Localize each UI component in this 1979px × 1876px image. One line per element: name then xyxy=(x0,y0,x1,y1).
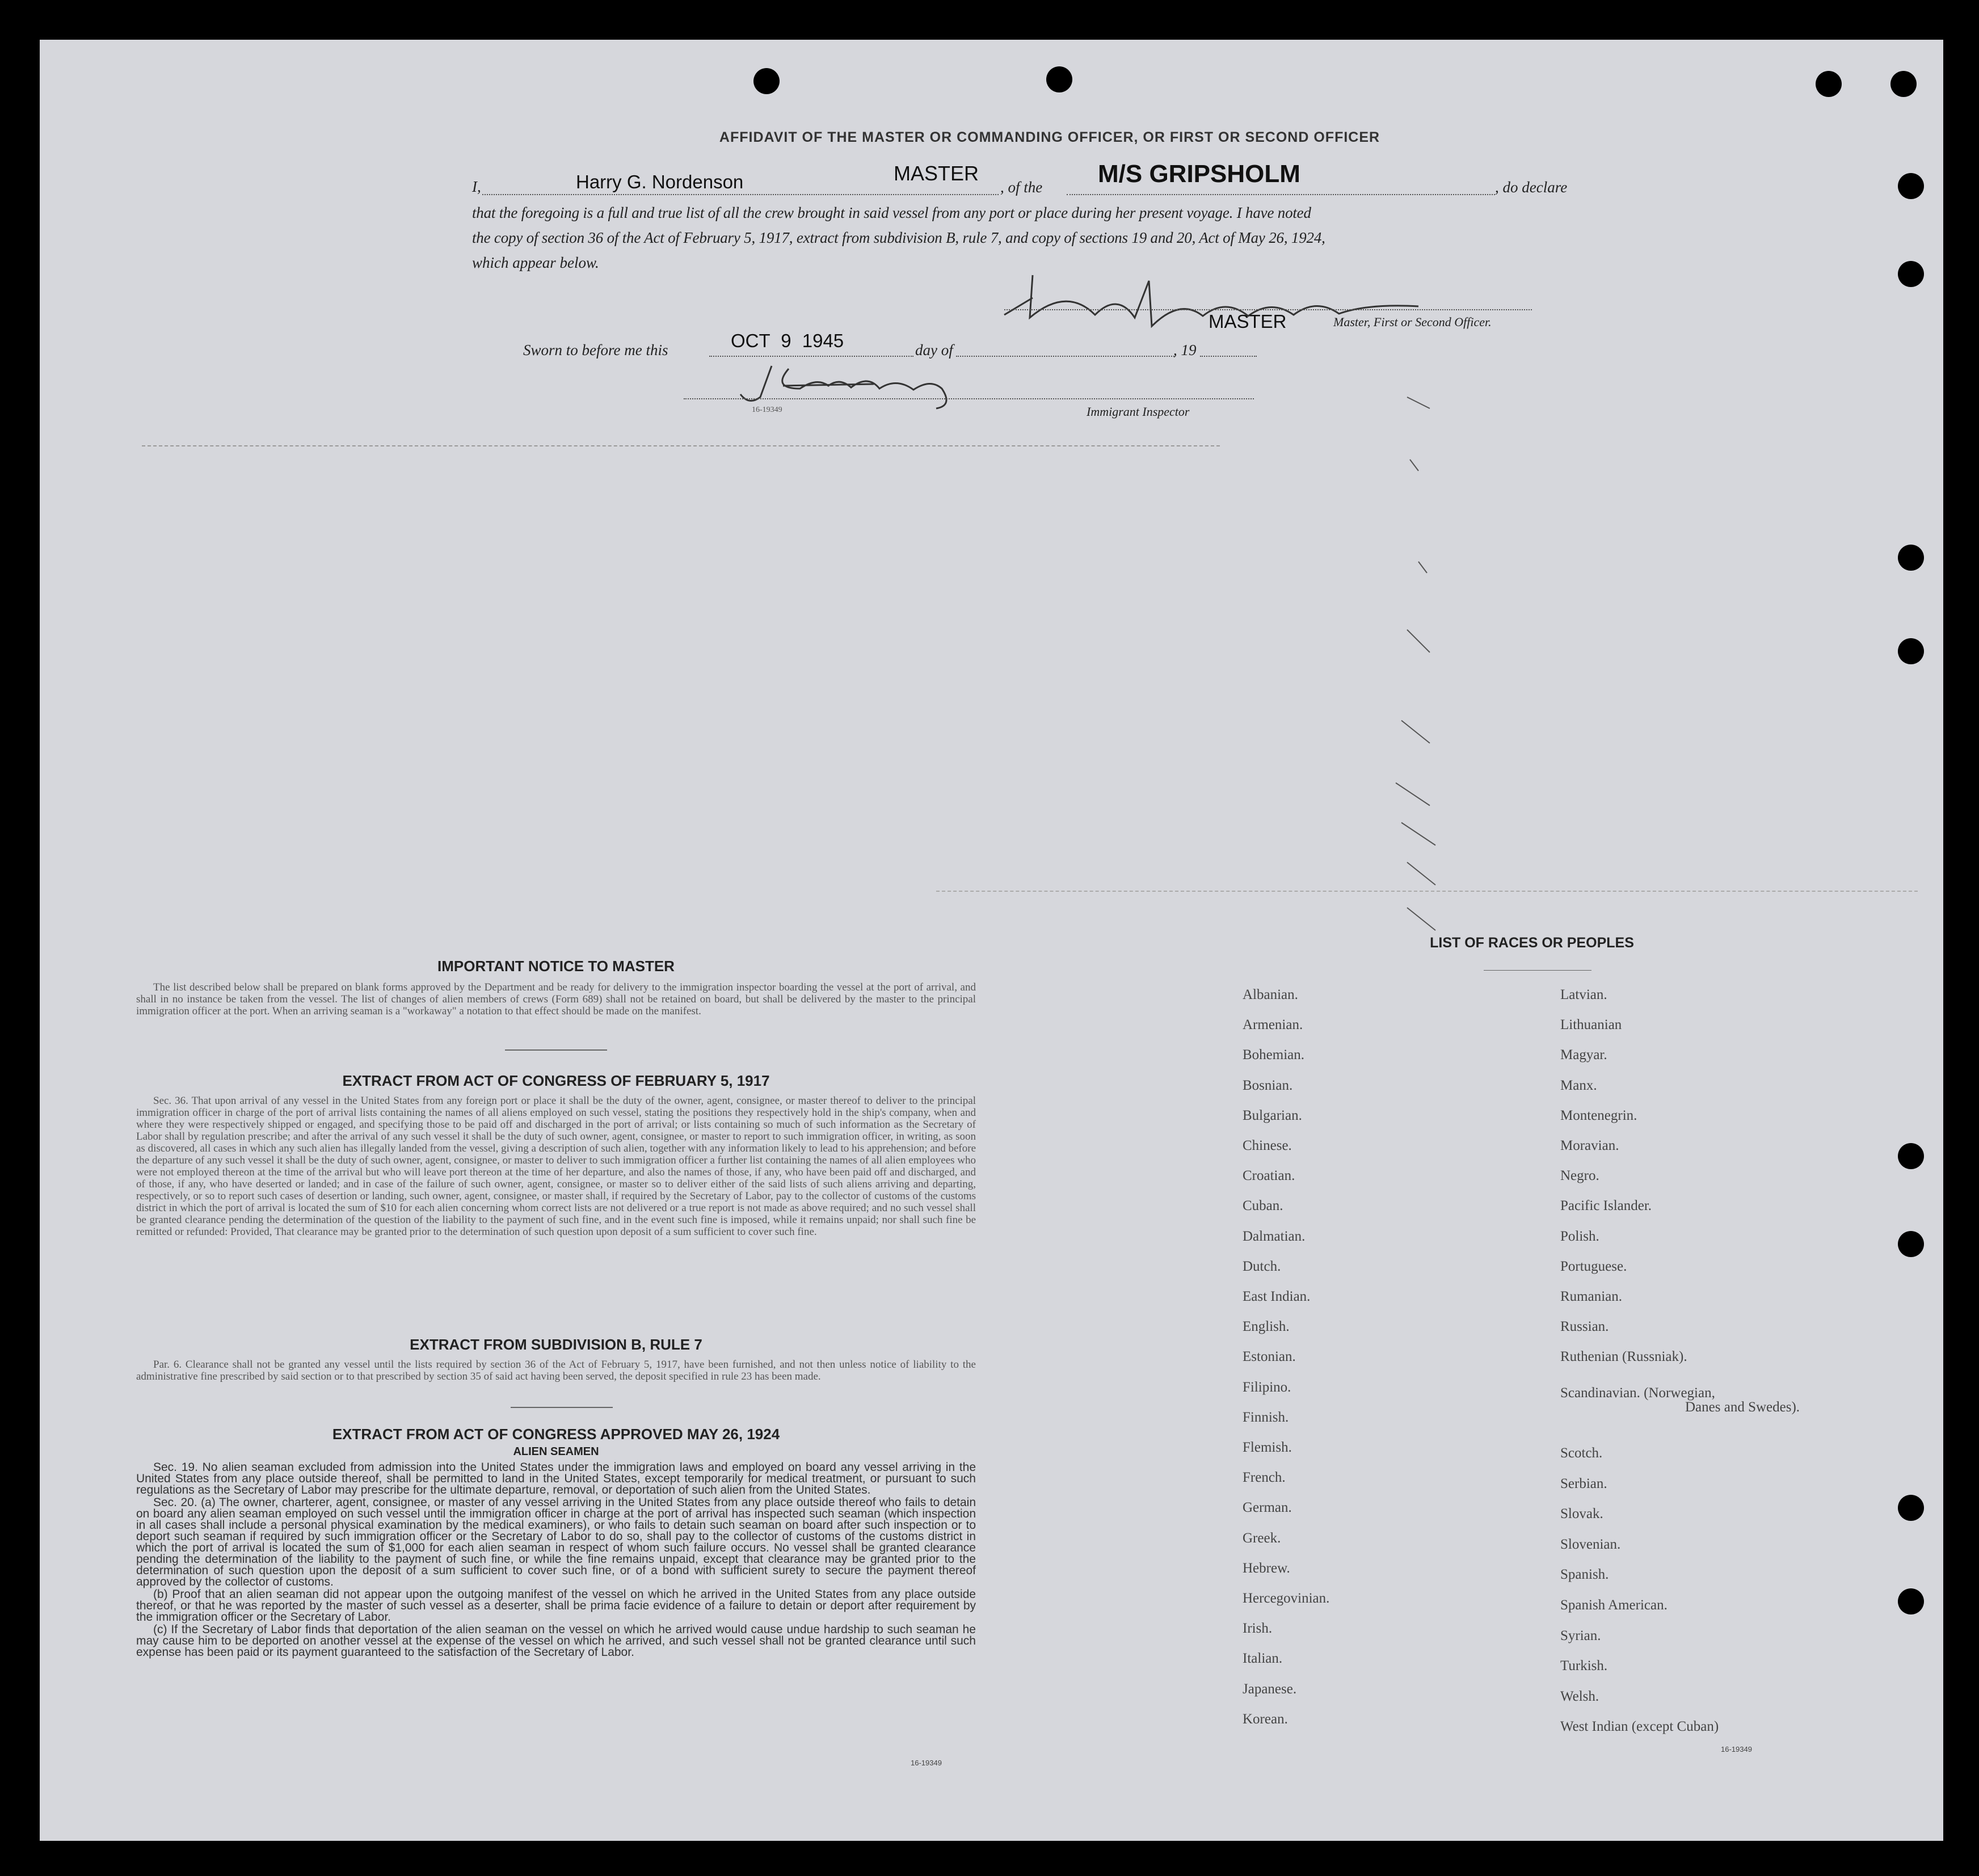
year-label: , 19 xyxy=(1173,342,1197,359)
officer-rank: MASTER xyxy=(894,162,979,185)
race-item: East Indian. xyxy=(1243,1289,1311,1304)
punch-hole xyxy=(1898,1588,1924,1614)
signer-caption: Master, First or Second Officer. xyxy=(1333,315,1492,329)
race-item: Polish. xyxy=(1560,1228,1599,1244)
race-item: Cuban. xyxy=(1243,1198,1283,1214)
punch-hole xyxy=(1898,1231,1924,1257)
race-item: Flemish. xyxy=(1243,1440,1292,1455)
race-item: Finnish. xyxy=(1243,1409,1289,1425)
race-item: Dalmatian. xyxy=(1243,1228,1306,1244)
race-item: Japanese. xyxy=(1243,1681,1297,1697)
race-item: Serbian. xyxy=(1560,1475,1607,1491)
statement-line-2: the copy of section 36 of the Act of February 5, 1917, extract from subdivision B, rule 7, and copy of sections 19 and 20, Act of May 26, 1924, xyxy=(472,229,1325,246)
of-the-label: , of the xyxy=(1000,179,1043,196)
race-item: Korean. xyxy=(1243,1711,1288,1727)
races-title: LIST OF RACES OR PEOPLES xyxy=(1430,935,1634,951)
race-item: Rumanian. xyxy=(1560,1289,1623,1304)
race-item: Manx. xyxy=(1560,1077,1597,1093)
vessel-line xyxy=(1067,194,1495,195)
officer-name: Harry G. Nordenson xyxy=(576,171,744,192)
race-right-continuation: Danes and Swedes). xyxy=(1685,1399,1800,1415)
race-item: Filipino. xyxy=(1243,1379,1291,1395)
punch-hole xyxy=(1898,261,1924,287)
race-item: Ruthenian (Russniak). xyxy=(1560,1349,1687,1365)
race-item: Moravian. xyxy=(1560,1138,1619,1153)
race-item: Montenegrin. xyxy=(1560,1107,1637,1123)
do-declare-label: , do declare xyxy=(1495,179,1568,196)
inspector-caption: Immigrant Inspector xyxy=(1087,404,1190,419)
manifest-page xyxy=(40,40,1943,1841)
race-item: Irish. xyxy=(1243,1621,1273,1637)
punch-hole xyxy=(753,68,780,94)
rule7-rule xyxy=(511,1407,613,1408)
race-item: Scandinavian. (Norwegian, xyxy=(1560,1385,1715,1401)
race-item: Spanish. xyxy=(1560,1567,1609,1583)
race-item: Slovak. xyxy=(1560,1506,1603,1522)
race-item: Turkish. xyxy=(1560,1658,1608,1674)
race-item: French. xyxy=(1243,1470,1286,1486)
extract-1917-text xyxy=(136,1095,976,1240)
punch-hole xyxy=(1816,71,1842,97)
i-label: I, xyxy=(472,178,481,195)
form-number-top: 16-19349 xyxy=(752,406,782,414)
race-item: Syrian. xyxy=(1560,1628,1601,1643)
race-item: West Indian (except Cuban) xyxy=(1560,1719,1719,1735)
notice-rule xyxy=(505,1049,607,1051)
sec20c-paragraph: (c) If the Secretary of Labor finds that deportation of the alien seaman on the vessel on which he arrived would cause undue hardship to such seaman he may cause him to be deported on another vessel at the expense of the vessel on which he arrived, and such vessel shall not be granted clearance until such expense has been paid or its payment guaranteed to the satisfaction of the Secretary of Labor. xyxy=(136,1623,976,1659)
race-item: Spanish American. xyxy=(1560,1597,1668,1613)
race-item: Latvian. xyxy=(1560,987,1607,1002)
alien-seamen-subtitle: ALIEN SEAMEN xyxy=(513,1445,599,1458)
race-item: Bohemian. xyxy=(1243,1047,1305,1063)
notice-text xyxy=(136,981,976,1019)
extract-1917-title: EXTRACT FROM ACT OF CONGRESS OF FEBRUARY 5, 1917 xyxy=(342,1072,770,1089)
race-item: Russian. xyxy=(1560,1319,1609,1335)
sec20b-paragraph: (b) Proof that an alien seaman did not appear upon the outgoing manifest of the vessel on which he arrived in the United States from any place outside thereof, or that he was reported by the master of such vessel as a deserter, shall be prima facie evidence of a failure to detain or deport after requirement by the immigration officer or the Secretary of Labor. xyxy=(136,1588,976,1624)
race-item: Hebrew. xyxy=(1243,1560,1290,1576)
race-item: Albanian. xyxy=(1243,987,1298,1002)
punch-hole xyxy=(1890,71,1917,97)
sworn-label: Sworn to before me this xyxy=(523,342,668,359)
punch-hole xyxy=(1898,173,1924,199)
punch-hole xyxy=(1898,545,1924,571)
day-of-label: day of xyxy=(915,342,953,359)
race-item: Negro. xyxy=(1560,1168,1599,1184)
statement-line-3: which appear below. xyxy=(472,254,599,271)
race-item: Armenian. xyxy=(1243,1017,1303,1033)
middle-divider xyxy=(936,891,1918,892)
race-item: Welsh. xyxy=(1560,1688,1599,1704)
race-item: Magyar. xyxy=(1560,1047,1607,1063)
vessel-name: M/S GRIPSHOLM xyxy=(1098,160,1300,188)
sworn-date-stamp: OCT 9 1945 xyxy=(731,330,844,351)
check-marks xyxy=(1373,391,1487,936)
race-item: Bosnian. xyxy=(1243,1077,1293,1093)
inspector-line xyxy=(684,398,1254,399)
master-signature-line xyxy=(1004,309,1532,310)
punch-hole xyxy=(1898,1495,1924,1521)
punch-hole xyxy=(1898,1143,1924,1169)
punch-hole xyxy=(1898,638,1924,664)
race-item: Bulgarian. xyxy=(1243,1107,1302,1123)
signer-stamp: MASTER xyxy=(1209,311,1287,332)
race-item: Pacific Islander. xyxy=(1560,1198,1652,1214)
extract-rule7-text xyxy=(136,1359,976,1385)
affidavit-title: AFFIDAVIT OF THE MASTER OR COMMANDING OFFICER, OR FIRST OR SECOND OFFICER xyxy=(719,129,1380,145)
notice-title: IMPORTANT NOTICE TO MASTER xyxy=(437,958,675,975)
race-item: Greek. xyxy=(1243,1530,1281,1546)
form-number-right: 16-19349 xyxy=(1721,1745,1752,1753)
race-item: Estonian. xyxy=(1243,1349,1296,1365)
sec36-paragraph: Sec. 36. That upon arrival of any vessel in the United States from any foreign port or place it shall be the duty of the owner, agent, consignee, or master thereof to deliver to the principal immigration officer in charge of the port of arrival lists containing the names of all aliens employed on such vessel, stating the positions they respectively hold in the ship's company, when and where they were respectively shipped or engaged, and specifying those to be paid off and discharged in the port of arrival; or lists containing so much of such information as the Secretary of Labor shall by regulation prescribe; and after the arrival of any such vessel it shall be the duty of such owner, agent, consignee, or master to report to such immigration officer, in writing, as soon as discovered, all cases in which any such alien has illegally landed from the vessel, giving a description of such alien, together with any information likely to lead to his apprehension; and before the departure of any such vessel it shall be the duty of such owner, agent, consignee, or master to deliver to such immigration officer a further list containing the names of all alien employees who were not employed thereon at the time of the arrival but who will leave port thereon at the time of her departure, and also the names of those, if any, who have been paid off and discharged, and of those, if any, who have deserted or landed; and in case of the failure of such owner, agent, consignee, or master so to deliver either of the said lists of such aliens arriving and departing, respectively, or so to report such cases of desertion or landing, such owner, agent, consignee, or master shall, if required by the Secretary of Labor, pay to the collector of customs of the customs district in which the port of arrival is located the sum of $10 for each alien concerning whom correct lists are not delivered or a true report is not made as above required; and no such vessel shall be granted clearance pending the determination of the question of the liability to the payment of such fine, and in the event such fine is imposed, while it remains unpaid; nor shall such fine be remitted or refunded: Provided, That clearance may be granted prior to the determination of such question upon deposit of a sum sufficient to cover such fine. xyxy=(136,1095,976,1238)
punch-hole xyxy=(1046,66,1072,92)
statement-line-1: that the foregoing is a full and true list of all the crew brought in said vessel from any port or place during her present voyage. I have noted xyxy=(472,204,1311,221)
sec20a-paragraph: Sec. 20. (a) The owner, charterer, agent, consignee, or master of any vessel arriving in the United States from any place outside thereof who fails to detain on board any alien seaman employed on such vessel until the immigration officer in charge at the port of arrival has inspected such seaman (which inspection in all cases shall include a personal physical examination by the medical examiners), or who fails to detain such seaman on board after such inspection or to deport such seaman if required by such immigration officer or the Secretary of Labor to do so, shall pay to the collector of customs of the customs district in which the port of arrival is located the sum of $1,000 for each alien seaman in respect of whom such failure occurs. No vessel shall be granted clearance pending the determination of the liability to the payment of such fine, or while the fine remains unpaid, except that clearance may be granted prior to the determination of such question upon the deposit of a sum sufficient to cover such fine, or of a bond with sufficient surety to secure the payment thereof approved by the collector of customs. xyxy=(136,1496,976,1588)
race-item: English. xyxy=(1243,1319,1290,1335)
notice-paragraph: The list described below shall be prepared on blank forms approved by the Department and be ready for delivery to the immigration inspector boarding the vessel at the port of arrival, and shall in no instance be taken from the vessel. The list of changes of alien members of crews (Form 689) shall not be retained on board, but shall be delivered by the master to the principal immigration officer at the port. When an arriving seaman is a "workaway" a notation to that effect should be made on the manifest. xyxy=(136,981,976,1017)
race-item: Croatian. xyxy=(1243,1168,1295,1184)
race-item: Dutch. xyxy=(1243,1258,1281,1274)
race-item: German. xyxy=(1243,1500,1292,1516)
extract-rule7-title: EXTRACT FROM SUBDIVISION B, RULE 7 xyxy=(410,1336,702,1353)
extract-1924-text xyxy=(136,1462,976,1659)
races-rule xyxy=(1484,970,1591,971)
race-item: Slovenian. xyxy=(1560,1536,1621,1552)
race-item: Italian. xyxy=(1243,1651,1283,1667)
year-line xyxy=(1200,356,1257,357)
name-line xyxy=(482,194,999,195)
par6-paragraph: Par. 6. Clearance shall not be granted any vessel until the lists required by section 36 of the Act of February 5, 1917, have been furnished, and not then unless notice of liability to the administrative fine prescribed by said section or to that prescribed by section 35 of said act having been served, the deposit specified in rule 23 has been made. xyxy=(136,1359,976,1382)
sec19-paragraph: Sec. 19. No alien seaman excluded from admission into the United States under the immigration laws and employed on board any vessel arriving in the United States from any place outside thereof, shall be permitted to land in the United States, except temporarily for medical treatment, or pursuant to such regulations as the Secretary of Labor may prescribe for the ultimate departure, removal, or deportation of such alien from the United States. xyxy=(136,1461,976,1496)
race-item: Portuguese. xyxy=(1560,1258,1627,1274)
inspector-signature xyxy=(738,355,1033,411)
top-section-divider xyxy=(142,445,1220,446)
extract-1924-title: EXTRACT FROM ACT OF CONGRESS APPROVED MAY 26, 1924 xyxy=(332,1426,780,1443)
race-item: Scotch. xyxy=(1560,1445,1603,1461)
form-number-left: 16-19349 xyxy=(911,1759,942,1767)
race-item: Hercegovinian. xyxy=(1243,1591,1330,1606)
race-item: Chinese. xyxy=(1243,1138,1292,1153)
race-item: Lithuanian xyxy=(1560,1017,1622,1033)
